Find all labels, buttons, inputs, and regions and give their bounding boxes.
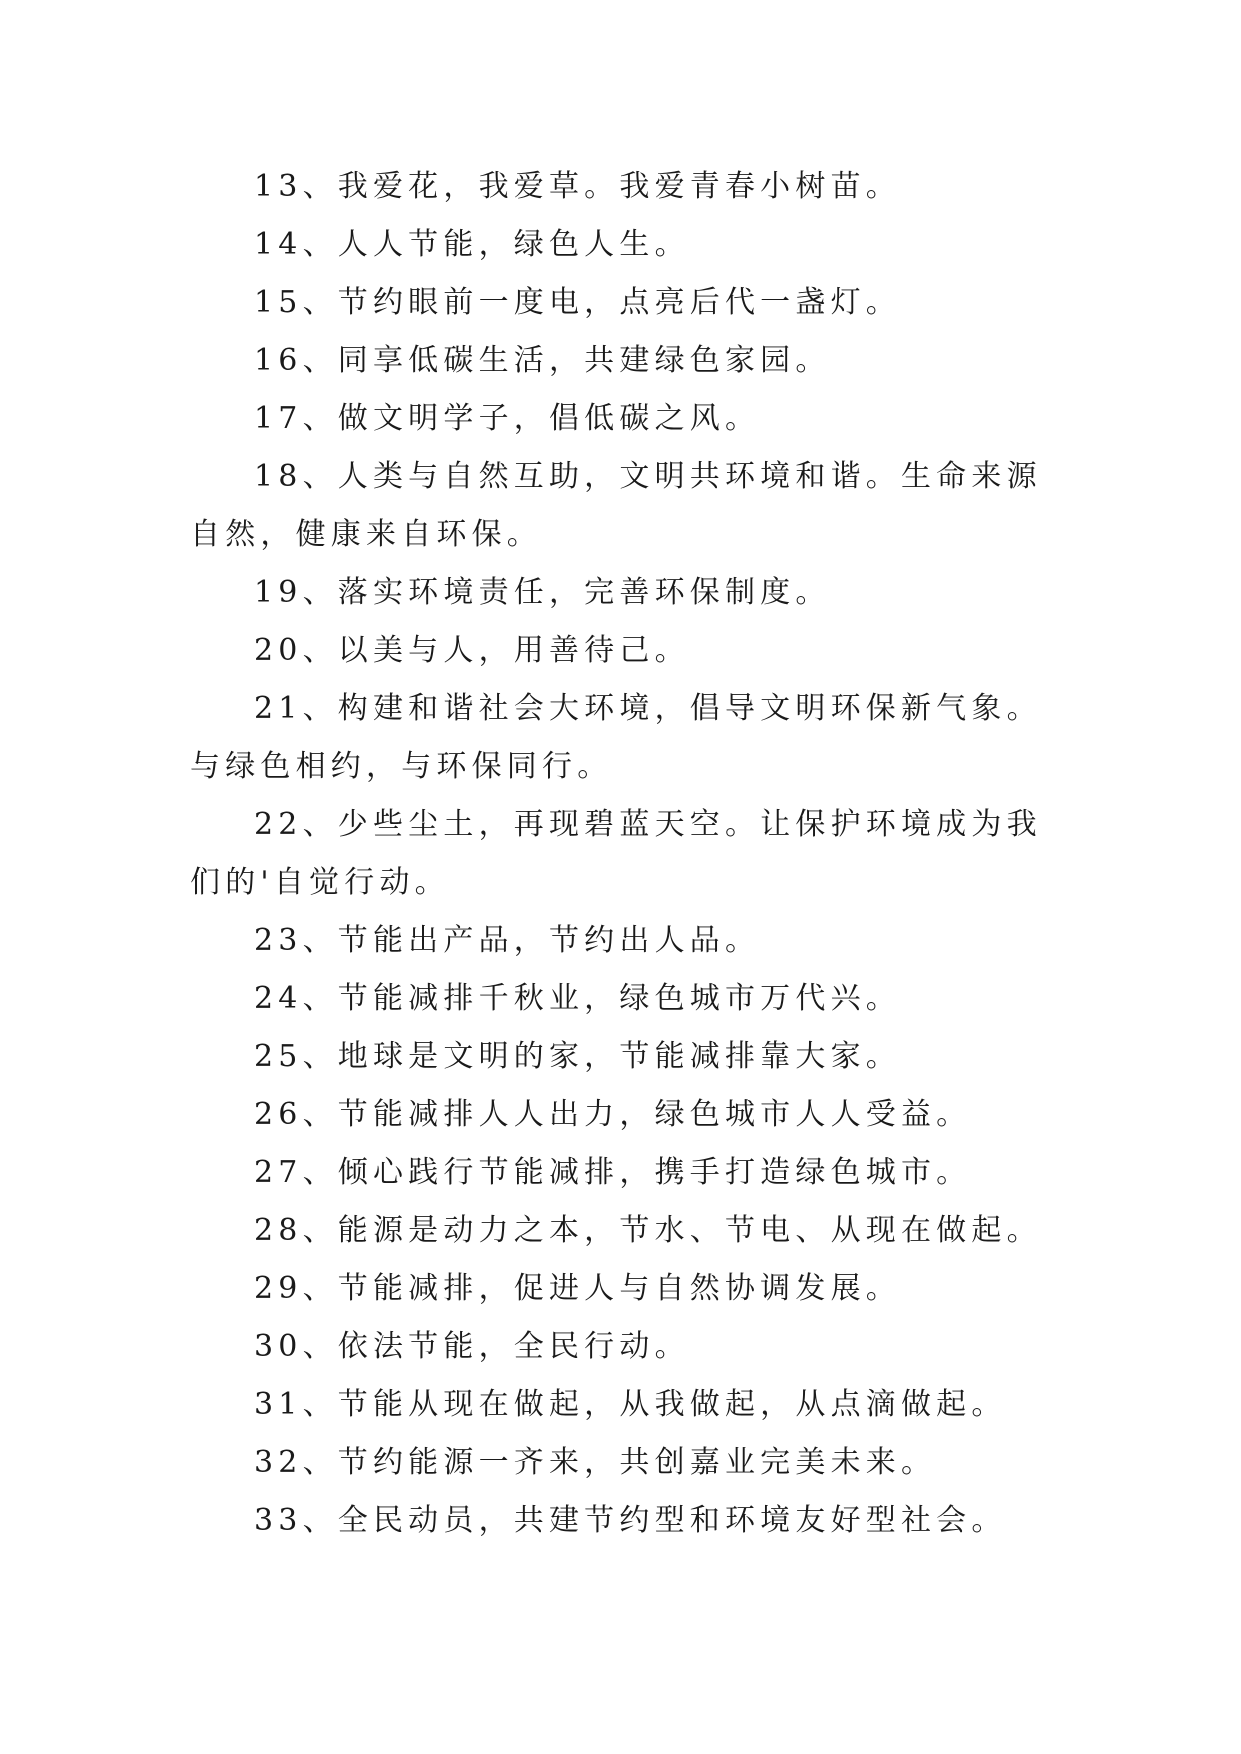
slogan-item-29: 29、节能减排，促进人与自然协调发展。 xyxy=(254,1271,901,1306)
slogan-item-28: 28、能源是动力之本，节水、节电、从现在做起。 xyxy=(254,1213,1042,1248)
slogan-item-17: 17、做文明学子，倡低碳之风。 xyxy=(254,401,761,436)
slogan-item-27: 27、倾心践行节能减排，携手打造绿色城市。 xyxy=(254,1155,972,1190)
slogan-list xyxy=(190,158,1065,1550)
slogan-item-32: 32、节约能源一齐来，共创嘉业完美未来。 xyxy=(254,1445,937,1480)
slogan-item-26: 26、节能减排人人出力，绿色城市人人受益。 xyxy=(254,1097,972,1132)
slogan-item-13: 13、我爱花，我爱草。我爱青春小树苗。 xyxy=(254,169,901,204)
slogan-item-19: 19、落实环境责任，完善环保制度。 xyxy=(254,575,831,610)
slogan-item-15: 15、节约眼前一度电，点亮后代一盏灯。 xyxy=(254,285,901,320)
slogan-item-33: 33、全民动员，共建节约型和环境友好型社会。 xyxy=(254,1503,1007,1538)
slogan-item-14: 14、人人节能，绿色人生。 xyxy=(254,227,690,262)
slogan-item-30: 30、依法节能，全民行动。 xyxy=(254,1329,690,1364)
slogan-item-31: 31、节能从现在做起，从我做起，从点滴做起。 xyxy=(254,1387,1007,1422)
slogan-item-20: 20、以美与人，用善待己。 xyxy=(254,633,690,668)
slogan-item-23: 23、节能出产品，节约出人品。 xyxy=(254,923,761,958)
slogan-item-16: 16、同享低碳生活，共建绿色家园。 xyxy=(254,343,831,378)
slogan-item-22: 22、少些尘土，再现碧蓝天空。让保护环境成为我们的'自觉行动。 xyxy=(190,807,1042,900)
slogan-item-21: 21、构建和谐社会大环境，倡导文明环保新气象。与绿色相约，与环保同行。 xyxy=(190,691,1042,784)
slogan-item-24: 24、节能减排千秋业，绿色城市万代兴。 xyxy=(254,981,901,1016)
slogan-item-18: 18、人类与自然互助，文明共环境和谐。生命来源自然，健康来自环保。 xyxy=(190,459,1042,552)
slogan-item-25: 25、地球是文明的家，节能减排靠大家。 xyxy=(254,1039,901,1074)
